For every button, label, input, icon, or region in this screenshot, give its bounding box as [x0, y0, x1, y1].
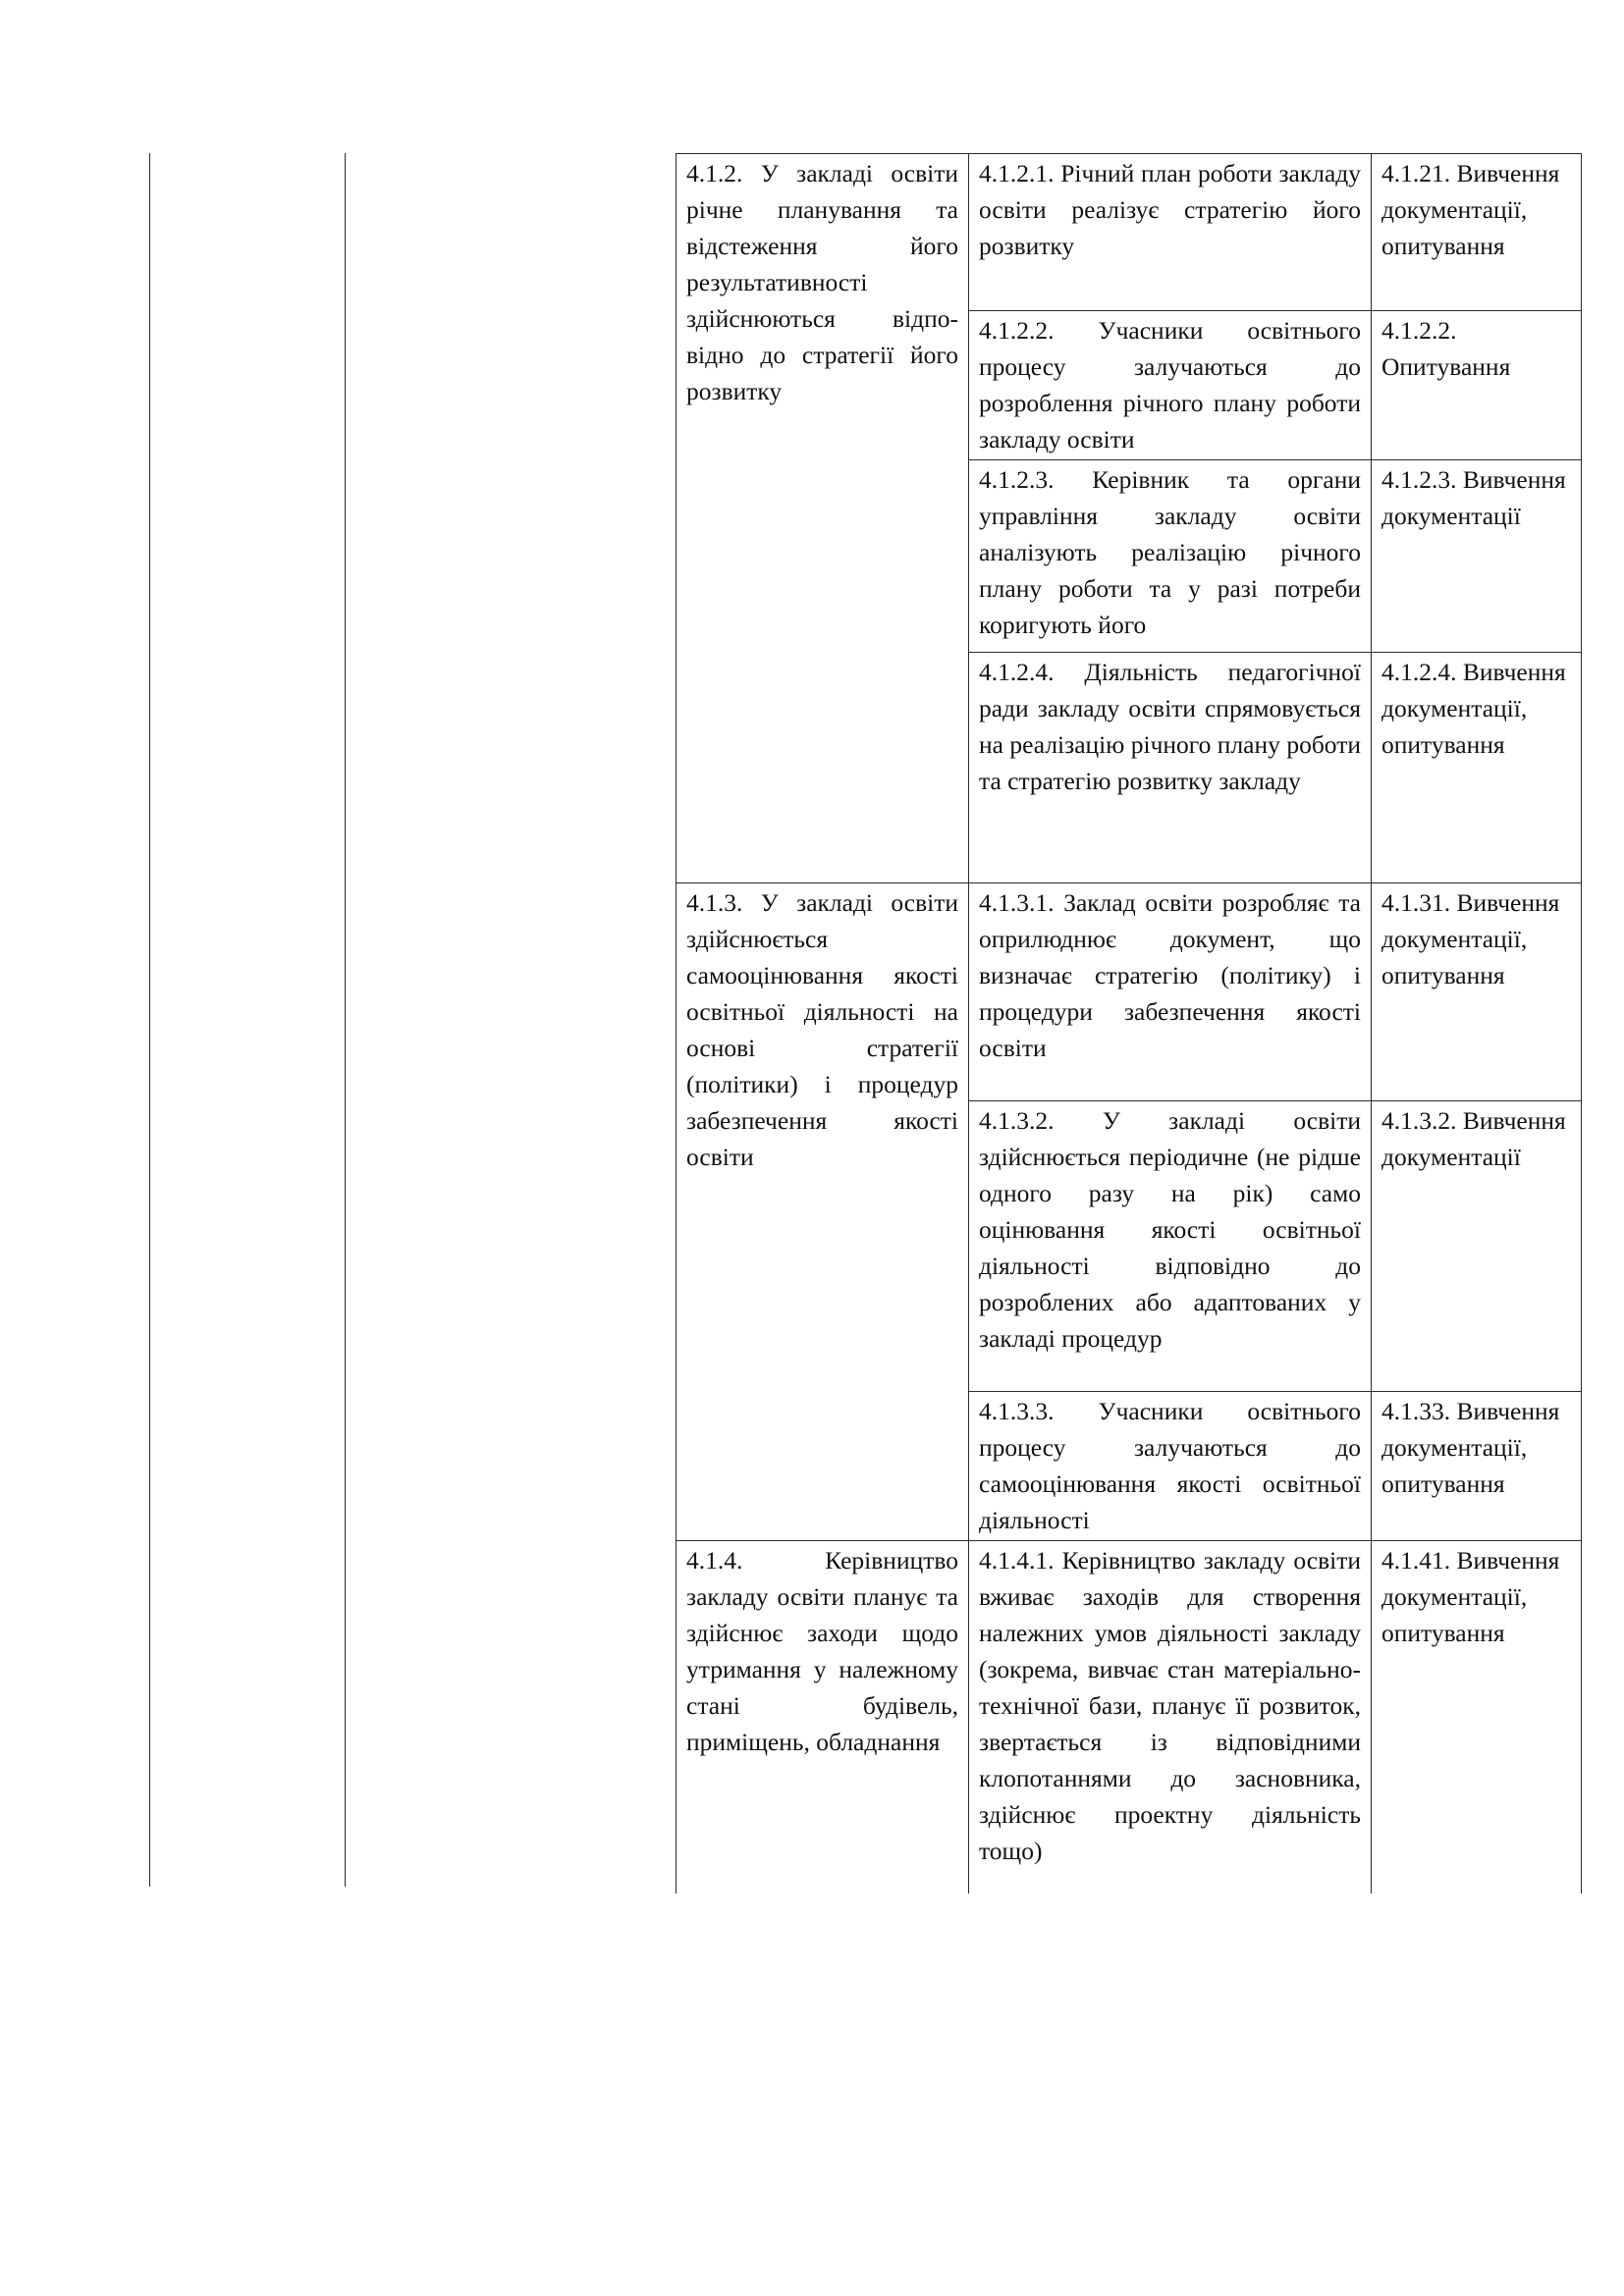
method-cell: 4.1.33. Вивчення документації, опитування [1372, 1392, 1582, 1541]
method-cell: 4.1.31. Вивчення документації, опитування [1372, 883, 1582, 1101]
indicator-cell: 4.1.2.3. Керівник та органи управління закладу освіти аналізують реалізацію річного плану роботи та у разі потреби коригують його [969, 460, 1372, 653]
table-row [677, 1541, 1582, 1894]
table-row [677, 883, 1582, 1101]
method-cell: 4.1.21. Вивчення документації, опитування [1372, 154, 1582, 311]
method-cell: 4.1.2.4. Вивчення документації, опитування [1372, 653, 1582, 883]
indicator-cell: 4.1.2.1. Річний план роботи закладу освіти реалізує стратегію його розвитку [969, 154, 1372, 311]
criteria-table [676, 153, 1582, 1894]
indicator-cell: 4.1.3.2. У закладі освіти здійснюється періодичне (не рідше одного разу на рік) само оцінювання якості освітньої діяльності відповідно до розроблених або адаптованих у закладі процедур [969, 1101, 1372, 1392]
left-column-border-2 [345, 153, 346, 1887]
method-cell: 4.1.2.2. Опитування [1372, 311, 1582, 460]
method-cell: 4.1.41. Вивчення документації, опитування [1372, 1541, 1582, 1894]
indicator-cell: 4.1.3.1. Заклад освіти розробляє та оприлюднює документ, що визначає стратегію (політику) і процедури забезпечення якості освіти [969, 883, 1372, 1101]
indicator-cell: 4.1.4.1. Керівництво закладу освіти вживає заходів для створення належних умов діяльності закладу (зокрема, вивчає стан матеріально-технічної бази, планує її розвиток, звертається із відповідними клопотаннями до засновника, здійснює проектну діяльність тощо) [969, 1541, 1372, 1894]
indicator-cell: 4.1.2.2. Учасники освітнього процесу залучаються до розроблення річного плану роботи закладу освіти [969, 311, 1372, 460]
left-column-border [149, 153, 150, 1887]
table-row [677, 154, 1582, 311]
indicator-cell: 4.1.2.4. Діяльність педагогічної ради закладу освіти спрямовується на реалізацію річного плану роботи та стратегію розвитку закладу [969, 653, 1372, 883]
criterion-cell: 4.1.2. У закладі освіти річне планування та відстеження його результативності здійснюються відпо-відно до стратегії його розвитку [677, 154, 969, 883]
criterion-cell: 4.1.3. У закладі освіти здійснюється самооцінювання якості освітньої діяльності на основі стратегії (політики) і процедур забезпечення якості освіти [677, 883, 969, 1541]
indicator-cell: 4.1.3.3. Учасники освітнього процесу залучаються до самооцінювання якості освітньої діяльності [969, 1392, 1372, 1541]
method-cell: 4.1.2.3. Вивчення документації [1372, 460, 1582, 653]
method-cell: 4.1.3.2. Вивчення документації [1372, 1101, 1582, 1392]
criterion-cell: 4.1.4. Керівництво закладу освіти планує та здійснює заходи щодо утримання у належному стані будівель, приміщень, обладнання [677, 1541, 969, 1894]
